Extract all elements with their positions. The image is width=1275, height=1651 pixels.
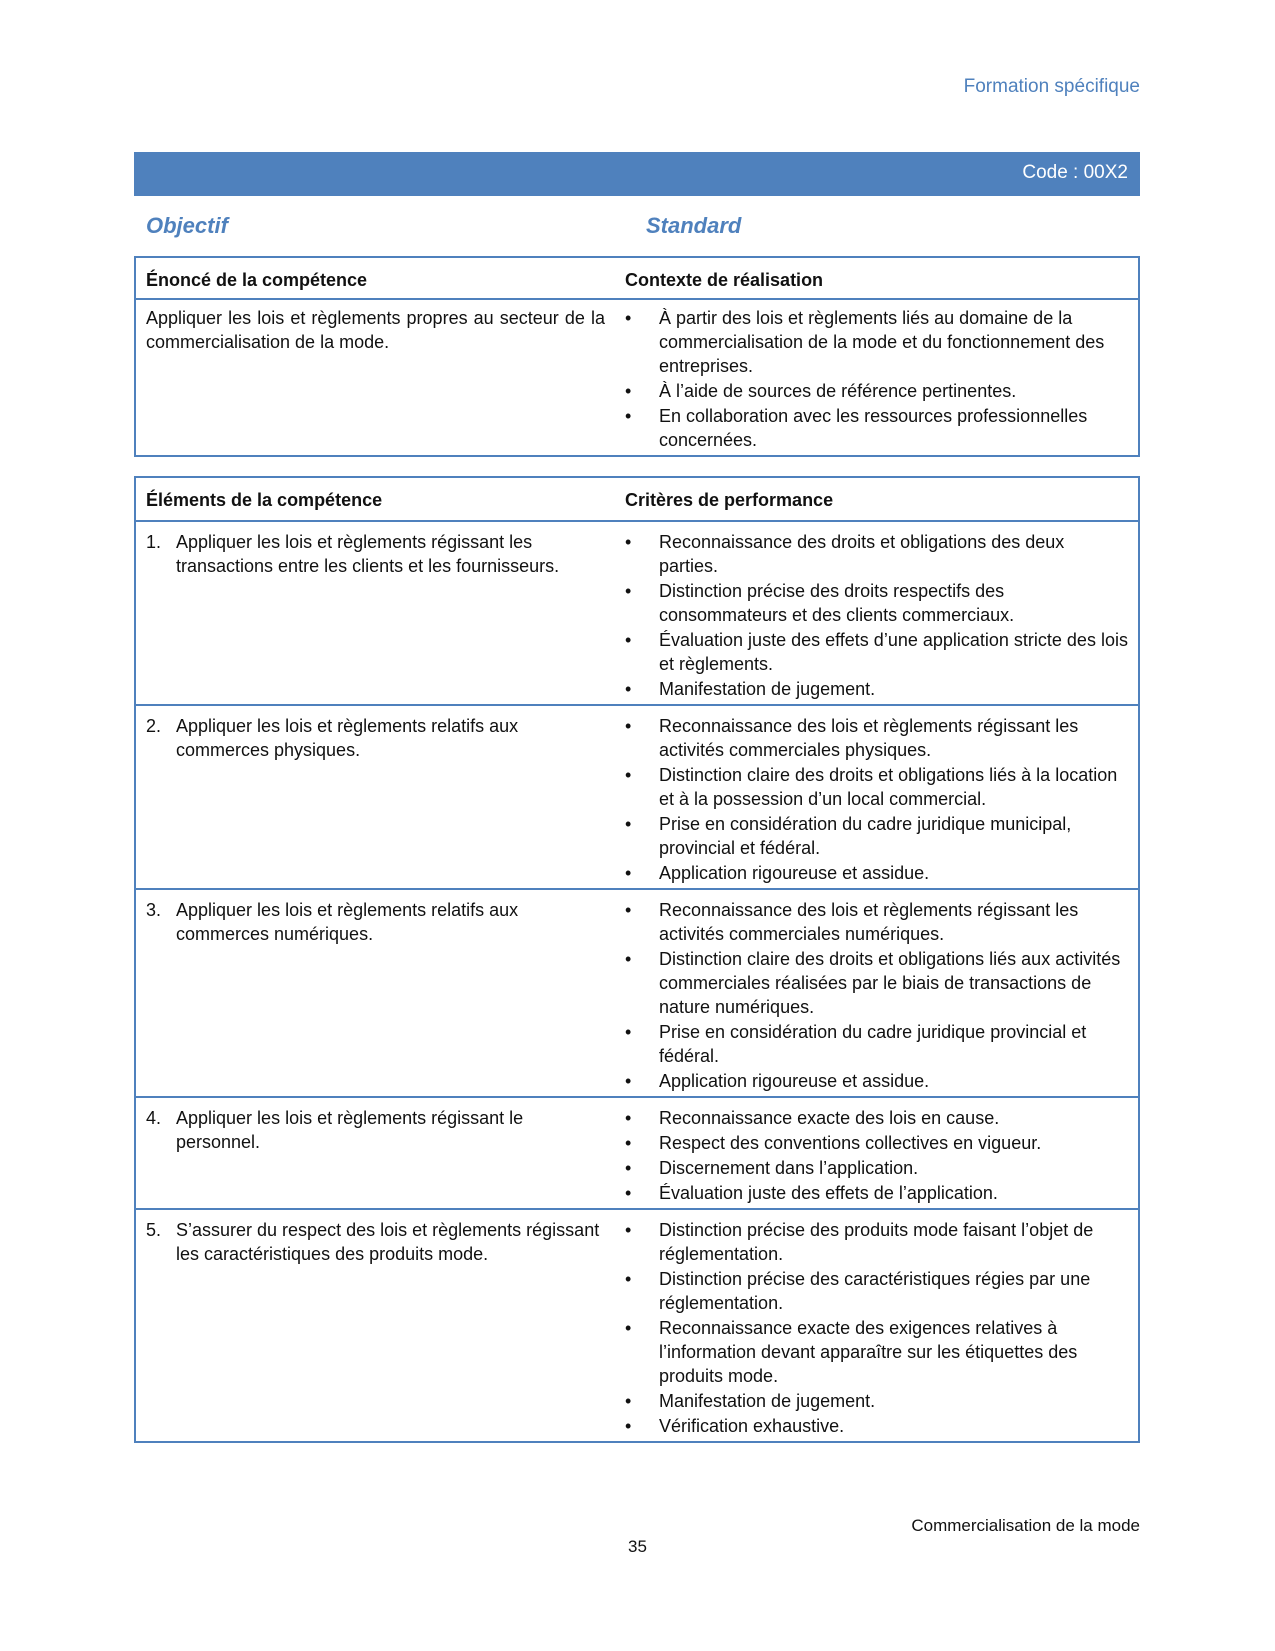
list-item: • Application rigoureuse et assidue. [625,1069,1128,1093]
contexte-header: Contexte de réalisation [615,257,1139,299]
list-item: • Discernement dans l’application. [625,1156,1128,1180]
element-number: 2. [146,716,162,736]
table-row [135,889,1139,1097]
competence-code: Code : 00X2 [1022,162,1128,183]
element-number: 1. [146,532,162,552]
element-number: 4. [146,1108,162,1128]
table-row [135,1209,1139,1442]
list-item: • Distinction précise des caractéristiques régies par une réglementation. [625,1267,1128,1315]
list-item: • À partir des lois et règlements liés au domaine de la commercialisation de la mode et du fonctionnement des entreprises. [625,306,1128,378]
element-text: Appliquer les lois et règlements relatifs aux commerces physiques. [176,716,519,760]
list-item: • Respect des conventions collectives en vigueur. [625,1131,1128,1155]
standard-heading: Standard [646,213,742,238]
section-headings [146,213,1136,239]
list-item: • Évaluation juste des effets de l’application. [625,1181,1128,1205]
element-cell [135,1097,615,1209]
criteres-cell [615,889,1139,1097]
elements-table [134,476,1140,1443]
list-item: • Reconnaissance exacte des exigences relatives à l’information devant apparaître sur les étiquettes des produits mode. [625,1316,1128,1388]
list-item: • Prise en considération du cadre juridique provincial et fédéral. [625,1020,1128,1068]
list-item: • Reconnaissance des lois et règlements régissant les activités commerciales physiques. [625,714,1128,762]
element-cell [135,521,615,705]
list-item: • Reconnaissance exacte des lois en cause. [625,1106,1128,1130]
list-item: • Application rigoureuse et assidue. [625,861,1128,885]
header-title: Formation spécifique [963,76,1140,97]
list-item: • Reconnaissance des lois et règlements régissant les activités commerciales numériques. [625,898,1128,946]
criteres-cell [615,521,1139,705]
enonce-text: Appliquer les lois et règlements propres au secteur de la commercialisation de la mode. [146,308,605,352]
list-item: • Prise en considération du cadre juridique municipal, provincial et fédéral. [625,812,1128,860]
element-cell [135,889,615,1097]
page-number: 35 [628,1537,647,1556]
contexte-list [625,306,1128,452]
list-item: • Manifestation de jugement. [625,1389,1128,1413]
element-text: Appliquer les lois et règlements régissant les transactions entre les clients et les fournisseurs. [176,532,560,576]
criteres-cell [615,1209,1139,1442]
list-item: • Distinction précise des produits mode faisant l’objet de réglementation. [625,1218,1128,1266]
contexte-cell [615,299,1139,456]
element-number: 5. [146,1220,162,1240]
list-item: • À l’aide de sources de référence pertinentes. [625,379,1128,403]
list-item: • Distinction claire des droits et obligations liés à la location et à la possession d’un local commercial. [625,763,1128,811]
criteres-header: Critères de performance [615,477,1139,521]
criteres-cell [615,1097,1139,1209]
element-number: 3. [146,900,162,920]
list-item: • Vérification exhaustive. [625,1414,1128,1438]
element-text: S’assurer du respect des lois et règlements régissant les caractéristiques des produits mode. [176,1220,600,1264]
list-item: • En collaboration avec les ressources professionnelles concernées. [625,404,1128,452]
element-cell [135,705,615,889]
table-row [135,521,1139,705]
list-item: • Distinction claire des droits et obligations liés aux activités commerciales réalisées par le biais de transactions de nature numériques. [625,947,1128,1019]
criteres-cell [615,705,1139,889]
element-text: Appliquer les lois et règlements régissant le personnel. [176,1108,524,1152]
elements-header: Éléments de la compétence [135,477,615,521]
list-item: • Manifestation de jugement. [625,677,1128,701]
objectif-heading: Objectif [146,213,228,238]
list-item: • Reconnaissance des droits et obligations des deux parties. [625,530,1128,578]
table-row [135,705,1139,889]
list-item: • Évaluation juste des effets d’une application stricte des lois et règlements. [625,628,1128,676]
enonce-header: Énoncé de la compétence [135,257,615,299]
table-row [135,1097,1139,1209]
footer-program: Commercialisation de la mode [911,1516,1140,1535]
element-cell [135,1209,615,1442]
element-text: Appliquer les lois et règlements relatifs aux commerces numériques. [176,900,519,944]
list-item: • Distinction précise des droits respectifs des consommateurs et des clients commerciaux. [625,579,1128,627]
code-bar [134,152,1140,196]
enonce-table [134,256,1140,457]
